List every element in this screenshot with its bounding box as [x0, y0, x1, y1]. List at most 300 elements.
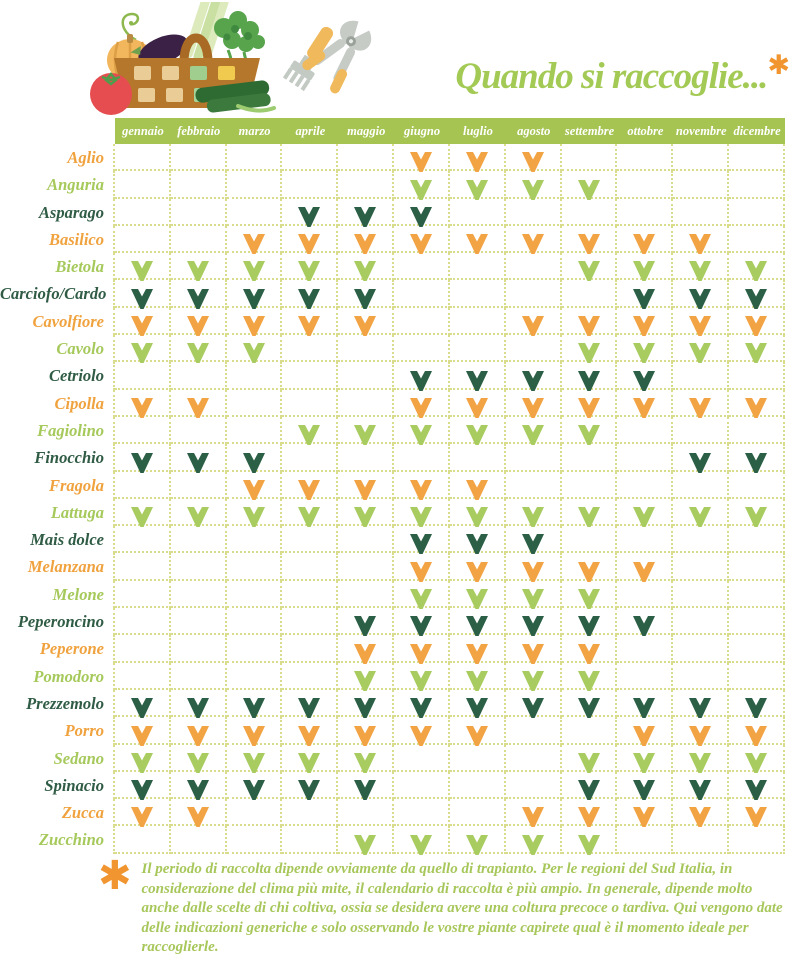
cell-Basilico-dicembre [729, 226, 785, 253]
check-icon [464, 644, 490, 664]
cell-Asparago-gennaio [115, 199, 171, 226]
cell-Zucchino-gennaio [115, 826, 171, 853]
cell-Mais dolce-aprile [282, 526, 338, 553]
check-icon [464, 152, 490, 172]
cell-Asparago-ottobre [617, 199, 673, 226]
cell-Mais dolce-dicembre [729, 526, 785, 553]
table-row [0, 390, 785, 417]
check-icon [687, 453, 713, 473]
cell-Aglio-gennaio [115, 144, 171, 171]
cell-Cavolo-gennaio [115, 335, 171, 362]
check-icon [408, 671, 434, 691]
vegetable-label: Melone [0, 581, 115, 608]
cell-Cipolla-marzo [227, 390, 283, 417]
check-icon [241, 261, 267, 281]
cell-Fragola-aprile [282, 472, 338, 499]
check-icon [631, 726, 657, 746]
cell-Zucchino-maggio [338, 826, 394, 853]
cell-Cetriolo-agosto [506, 362, 562, 389]
cell-Pomodoro-dicembre [729, 663, 785, 690]
cell-Mais dolce-novembre [673, 526, 729, 553]
check-icon [520, 562, 546, 582]
cell-Melone-settembre [562, 581, 618, 608]
check-icon [576, 835, 602, 855]
check-icon [408, 534, 434, 554]
table-row [0, 635, 785, 662]
check-icon [185, 807, 211, 827]
check-icon [129, 726, 155, 746]
table-row [0, 581, 785, 608]
month-header-marzo: marzo [238, 123, 271, 138]
cell-Peperoncino-gennaio [115, 608, 171, 635]
cell-Spinacio-giugno [394, 772, 450, 799]
check-icon [631, 261, 657, 281]
cell-Melone-maggio [338, 581, 394, 608]
cell-Zucca-ottobre [617, 799, 673, 826]
cell-Lattuga-agosto [506, 499, 562, 526]
check-icon [352, 289, 378, 309]
cell-Zucca-dicembre [729, 799, 785, 826]
cell-Zucca-marzo [227, 799, 283, 826]
check-icon [520, 425, 546, 445]
cell-Fragola-maggio [338, 472, 394, 499]
check-icon [352, 698, 378, 718]
cell-Melone-aprile [282, 581, 338, 608]
cell-Basilico-ottobre [617, 226, 673, 253]
check-icon [520, 616, 546, 636]
check-icon [631, 562, 657, 582]
check-icon [520, 698, 546, 718]
table-row [0, 253, 785, 280]
calendar-body [0, 144, 785, 854]
vegetable-label: Anguria [0, 171, 115, 198]
month-header-agosto: agosto [517, 123, 551, 138]
cell-Sedano-novembre [673, 745, 729, 772]
check-icon [464, 180, 490, 200]
check-icon [464, 671, 490, 691]
month-header-novembre: novembre [675, 123, 727, 138]
check-icon [185, 753, 211, 773]
check-icon [576, 698, 602, 718]
cell-Melone-febbraio [171, 581, 227, 608]
cell-Peperone-luglio [450, 635, 506, 662]
cell-Prezzemolo-maggio [338, 690, 394, 717]
cell-Zucca-agosto [506, 799, 562, 826]
check-icon [576, 316, 602, 336]
check-icon [185, 780, 211, 800]
cell-Aglio-luglio [450, 144, 506, 171]
cell-Finocchio-aprile [282, 444, 338, 471]
vegetable-label: Lattuga [0, 499, 115, 526]
table-row [0, 308, 785, 335]
cell-Zucchino-luglio [450, 826, 506, 853]
check-icon [464, 507, 490, 527]
cell-Fagiolino-marzo [227, 417, 283, 444]
cell-Zucchino-ottobre [617, 826, 673, 853]
cell-Fagiolino-novembre [673, 417, 729, 444]
footnote [98, 854, 793, 958]
cell-Spinacio-maggio [338, 772, 394, 799]
check-icon [408, 616, 434, 636]
cell-Cipolla-luglio [450, 390, 506, 417]
cell-Peperone-agosto [506, 635, 562, 662]
check-icon [185, 289, 211, 309]
cell-Zucca-aprile [282, 799, 338, 826]
cell-Sedano-maggio [338, 745, 394, 772]
cell-Bietola-dicembre [729, 253, 785, 280]
cell-Spinacio-novembre [673, 772, 729, 799]
cell-Anguria-agosto [506, 171, 562, 198]
garden-tools-illustration [272, 12, 376, 108]
table-row [0, 553, 785, 580]
check-icon [576, 507, 602, 527]
check-icon [408, 644, 434, 664]
cell-Zucca-luglio [450, 799, 506, 826]
cell-Bietola-aprile [282, 253, 338, 280]
vegetable-label: Cipolla [0, 390, 115, 417]
cell-Peperone-novembre [673, 635, 729, 662]
check-icon [408, 480, 434, 500]
cell-Cavolfiore-aprile [282, 308, 338, 335]
vegetable-label: Cetriolo [0, 362, 115, 389]
cell-Melanzana-aprile [282, 553, 338, 580]
check-icon [464, 398, 490, 418]
cell-Asparago-febbraio [171, 199, 227, 226]
cell-Fagiolino-giugno [394, 417, 450, 444]
check-icon [631, 316, 657, 336]
cell-Cavolo-settembre [562, 335, 618, 362]
check-icon [241, 343, 267, 363]
cell-Peperoncino-ottobre [617, 608, 673, 635]
check-icon [520, 807, 546, 827]
cell-Anguria-ottobre [617, 171, 673, 198]
vegetable-label: Bietola [0, 253, 115, 280]
check-icon [576, 644, 602, 664]
cell-Zucca-febbraio [171, 799, 227, 826]
cell-Cetriolo-luglio [450, 362, 506, 389]
check-icon [129, 398, 155, 418]
cell-Basilico-agosto [506, 226, 562, 253]
vegetable-label: Zucchino [0, 826, 115, 853]
cell-Peperoncino-agosto [506, 608, 562, 635]
check-icon [687, 507, 713, 527]
cell-Zucca-settembre [562, 799, 618, 826]
cell-Pomodoro-agosto [506, 663, 562, 690]
cell-Prezzemolo-aprile [282, 690, 338, 717]
cell-Sedano-marzo [227, 745, 283, 772]
cell-Porro-maggio [338, 717, 394, 744]
check-icon [241, 316, 267, 336]
cell-Cetriolo-settembre [562, 362, 618, 389]
cell-Peperoncino-novembre [673, 608, 729, 635]
cell-Aglio-giugno [394, 144, 450, 171]
check-icon [296, 753, 322, 773]
cell-Aglio-aprile [282, 144, 338, 171]
check-icon [576, 780, 602, 800]
cell-Sedano-dicembre [729, 745, 785, 772]
cell-Fragola-agosto [506, 472, 562, 499]
check-icon [687, 316, 713, 336]
check-icon [185, 343, 211, 363]
check-icon [520, 534, 546, 554]
table-row [0, 499, 785, 526]
cell-Peperone-maggio [338, 635, 394, 662]
cell-Lattuga-febbraio [171, 499, 227, 526]
cell-Mais dolce-ottobre [617, 526, 673, 553]
cell-Pomodoro-aprile [282, 663, 338, 690]
month-header-row [115, 118, 785, 144]
cell-Peperone-febbraio [171, 635, 227, 662]
cell-Prezzemolo-dicembre [729, 690, 785, 717]
cell-Melone-agosto [506, 581, 562, 608]
check-icon [352, 316, 378, 336]
check-icon [687, 698, 713, 718]
cell-Cipolla-maggio [338, 390, 394, 417]
cell-Cavolfiore-agosto [506, 308, 562, 335]
check-icon [129, 343, 155, 363]
vegetable-label: Carciofo/Cardo [0, 280, 115, 307]
cell-Peperone-dicembre [729, 635, 785, 662]
cell-Carciofo/Cardo-maggio [338, 280, 394, 307]
vegetable-label: Prezzemolo [0, 690, 115, 717]
check-icon [464, 480, 490, 500]
cell-Prezzemolo-marzo [227, 690, 283, 717]
cell-Carciofo/Cardo-giugno [394, 280, 450, 307]
vegetable-label: Spinacio [0, 772, 115, 799]
cell-Basilico-gennaio [115, 226, 171, 253]
cell-Sedano-settembre [562, 745, 618, 772]
cell-Peperone-aprile [282, 635, 338, 662]
cell-Bietola-gennaio [115, 253, 171, 280]
cell-Fragola-giugno [394, 472, 450, 499]
month-header-ottobre: ottobre [627, 123, 664, 138]
cell-Cavolfiore-febbraio [171, 308, 227, 335]
cell-Aglio-marzo [227, 144, 283, 171]
check-icon [296, 780, 322, 800]
vegetable-label: Porro [0, 717, 115, 744]
cell-Finocchio-ottobre [617, 444, 673, 471]
check-icon [408, 180, 434, 200]
cell-Anguria-aprile [282, 171, 338, 198]
check-icon [743, 753, 769, 773]
cell-Porro-gennaio [115, 717, 171, 744]
check-icon [576, 180, 602, 200]
check-icon [408, 425, 434, 445]
check-icon [631, 698, 657, 718]
table-row [0, 663, 785, 690]
cell-Cetriolo-novembre [673, 362, 729, 389]
cell-Spinacio-febbraio [171, 772, 227, 799]
cell-Pomodoro-novembre [673, 663, 729, 690]
cell-Spinacio-gennaio [115, 772, 171, 799]
cell-Porro-febbraio [171, 717, 227, 744]
page-title [455, 50, 790, 98]
check-icon [520, 644, 546, 664]
cell-Cetriolo-maggio [338, 362, 394, 389]
cell-Melanzana-gennaio [115, 553, 171, 580]
check-icon [408, 698, 434, 718]
cell-Lattuga-gennaio [115, 499, 171, 526]
cell-Basilico-giugno [394, 226, 450, 253]
check-icon [520, 398, 546, 418]
cell-Anguria-settembre [562, 171, 618, 198]
check-icon [352, 507, 378, 527]
vegetable-label: Aglio [0, 144, 115, 171]
cell-Cavolfiore-gennaio [115, 308, 171, 335]
cell-Asparago-novembre [673, 199, 729, 226]
check-icon [352, 234, 378, 254]
cell-Melone-gennaio [115, 581, 171, 608]
check-icon [408, 152, 434, 172]
check-icon [631, 807, 657, 827]
cell-Basilico-maggio [338, 226, 394, 253]
table-row [0, 608, 785, 635]
cell-Melone-dicembre [729, 581, 785, 608]
cell-Prezzemolo-luglio [450, 690, 506, 717]
cell-Cavolo-ottobre [617, 335, 673, 362]
check-icon [352, 261, 378, 281]
check-icon [352, 835, 378, 855]
cell-Asparago-marzo [227, 199, 283, 226]
cell-Carciofo/Cardo-ottobre [617, 280, 673, 307]
check-icon [241, 753, 267, 773]
check-icon [631, 289, 657, 309]
cell-Melanzana-giugno [394, 553, 450, 580]
check-icon [352, 644, 378, 664]
check-icon [743, 316, 769, 336]
cell-Bietola-ottobre [617, 253, 673, 280]
cell-Finocchio-maggio [338, 444, 394, 471]
cell-Prezzemolo-settembre [562, 690, 618, 717]
cell-Cipolla-aprile [282, 390, 338, 417]
cell-Fagiolino-settembre [562, 417, 618, 444]
check-icon [631, 343, 657, 363]
check-icon [241, 698, 267, 718]
check-icon [631, 507, 657, 527]
cell-Peperone-marzo [227, 635, 283, 662]
check-icon [576, 616, 602, 636]
cell-Finocchio-giugno [394, 444, 450, 471]
cell-Porro-settembre [562, 717, 618, 744]
cell-Finocchio-febbraio [171, 444, 227, 471]
cell-Cipolla-novembre [673, 390, 729, 417]
cell-Lattuga-dicembre [729, 499, 785, 526]
cell-Pomodoro-giugno [394, 663, 450, 690]
cell-Spinacio-agosto [506, 772, 562, 799]
vegetable-label: Cavolo [0, 335, 115, 362]
cell-Carciofo/Cardo-luglio [450, 280, 506, 307]
vegetable-label: Peperoncino [0, 608, 115, 635]
check-icon [576, 671, 602, 691]
check-icon [129, 780, 155, 800]
cell-Sedano-ottobre [617, 745, 673, 772]
vegetable-label: Basilico [0, 226, 115, 253]
cell-Cetriolo-febbraio [171, 362, 227, 389]
check-icon [464, 698, 490, 718]
cell-Carciofo/Cardo-novembre [673, 280, 729, 307]
cell-Basilico-aprile [282, 226, 338, 253]
cell-Carciofo/Cardo-settembre [562, 280, 618, 307]
cell-Finocchio-settembre [562, 444, 618, 471]
cell-Cavolfiore-luglio [450, 308, 506, 335]
check-icon [520, 152, 546, 172]
check-icon [743, 726, 769, 746]
check-icon [576, 425, 602, 445]
check-icon [296, 207, 322, 227]
cell-Zucca-maggio [338, 799, 394, 826]
cell-Zucchino-febbraio [171, 826, 227, 853]
cell-Prezzemolo-giugno [394, 690, 450, 717]
check-icon [408, 835, 434, 855]
check-icon [743, 343, 769, 363]
cell-Fragola-febbraio [171, 472, 227, 499]
cell-Peperone-gennaio [115, 635, 171, 662]
table-row [0, 526, 785, 553]
check-icon [743, 398, 769, 418]
table-row [0, 472, 785, 499]
check-icon [129, 316, 155, 336]
cell-Sedano-febbraio [171, 745, 227, 772]
cell-Cavolfiore-settembre [562, 308, 618, 335]
table-row [0, 799, 785, 826]
cell-Asparago-agosto [506, 199, 562, 226]
cell-Fagiolino-luglio [450, 417, 506, 444]
check-icon [687, 807, 713, 827]
cell-Mais dolce-agosto [506, 526, 562, 553]
cell-Bietola-giugno [394, 253, 450, 280]
table-row [0, 690, 785, 717]
cell-Peperoncino-febbraio [171, 608, 227, 635]
table-row [0, 199, 785, 226]
check-icon [241, 726, 267, 746]
cell-Zucchino-novembre [673, 826, 729, 853]
cell-Sedano-aprile [282, 745, 338, 772]
cell-Anguria-dicembre [729, 171, 785, 198]
check-icon [576, 371, 602, 391]
cell-Porro-agosto [506, 717, 562, 744]
check-icon [296, 289, 322, 309]
cell-Zucchino-settembre [562, 826, 618, 853]
cell-Porro-aprile [282, 717, 338, 744]
check-icon [743, 780, 769, 800]
cell-Zucchino-marzo [227, 826, 283, 853]
check-icon [352, 726, 378, 746]
month-header-febbraio: febbraio [177, 123, 221, 138]
cell-Asparago-luglio [450, 199, 506, 226]
cell-Sedano-gennaio [115, 745, 171, 772]
cell-Mais dolce-gennaio [115, 526, 171, 553]
vegetable-label: Cavolfiore [0, 308, 115, 335]
check-icon [464, 589, 490, 609]
cell-Asparago-aprile [282, 199, 338, 226]
cell-Basilico-marzo [227, 226, 283, 253]
vegetable-label: Pomodoro [0, 663, 115, 690]
cell-Carciofo/Cardo-dicembre [729, 280, 785, 307]
cell-Pomodoro-luglio [450, 663, 506, 690]
cell-Basilico-febbraio [171, 226, 227, 253]
cell-Lattuga-ottobre [617, 499, 673, 526]
cell-Carciofo/Cardo-febbraio [171, 280, 227, 307]
cell-Lattuga-aprile [282, 499, 338, 526]
check-icon [296, 316, 322, 336]
cell-Porro-marzo [227, 717, 283, 744]
cell-Cavolo-dicembre [729, 335, 785, 362]
vegetable-label: Sedano [0, 745, 115, 772]
check-icon [631, 234, 657, 254]
check-icon [520, 234, 546, 254]
cell-Spinacio-settembre [562, 772, 618, 799]
cell-Pomodoro-febbraio [171, 663, 227, 690]
